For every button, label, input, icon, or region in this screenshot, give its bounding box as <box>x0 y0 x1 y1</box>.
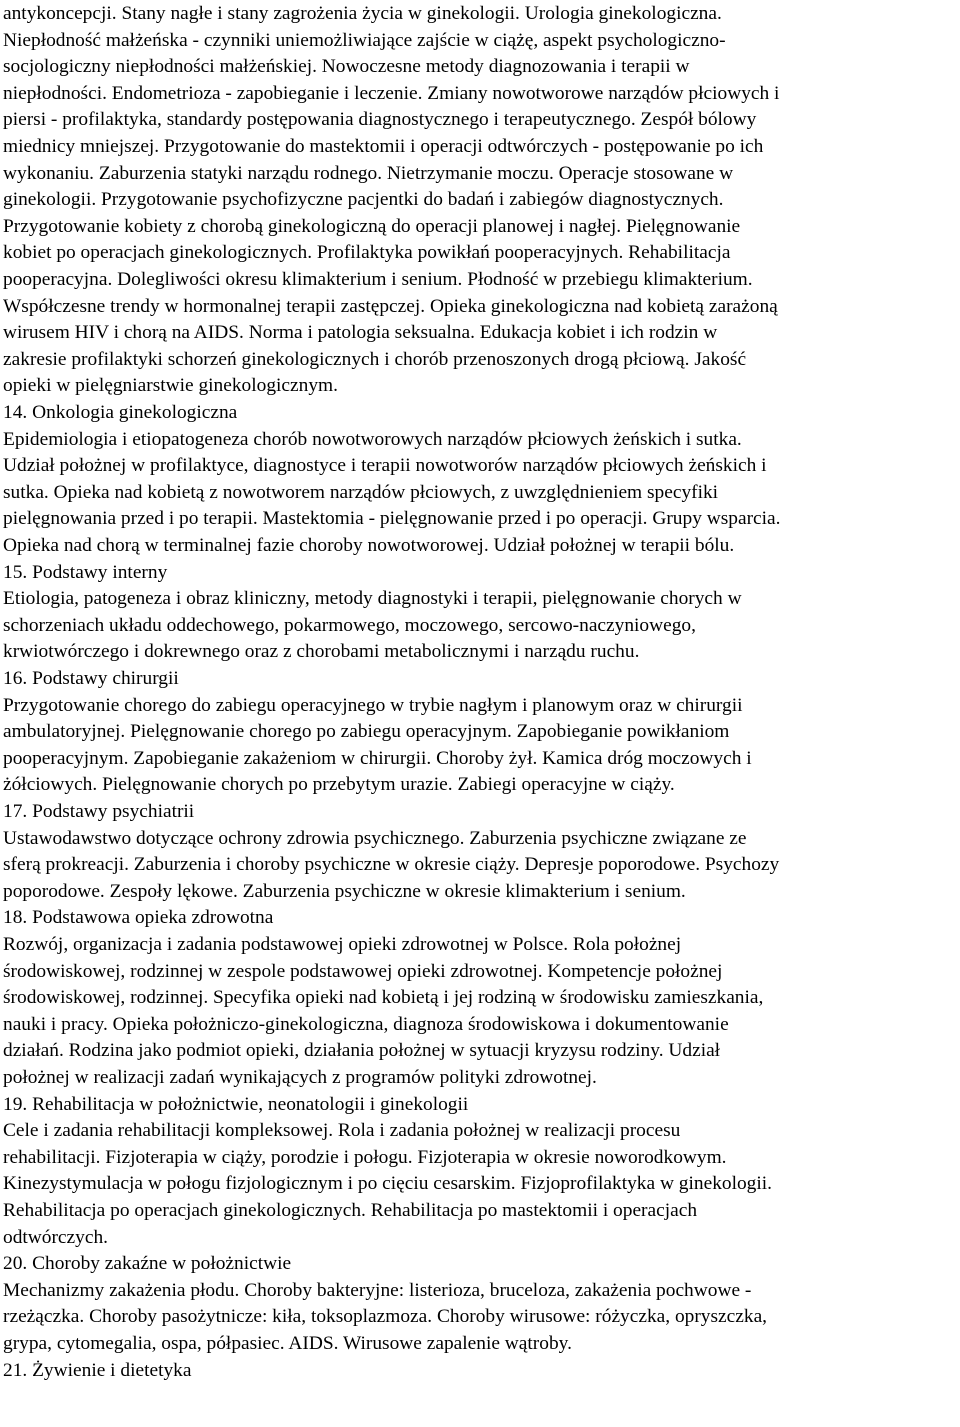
text-line: Cele i zadania rehabilitacji kompleksowej. Rola i zadania położnej w realizacji procesu <box>3 1120 681 1142</box>
text-line: nauki i pracy. Opieka położniczo-ginekologiczna, diagnoza środowiskowa i dokumentowanie <box>3 1013 729 1035</box>
text-line: Etiologia, patogeneza i obraz kliniczny, metody diagnostyki i terapii, pielęgnowanie chorych w <box>3 588 742 610</box>
text-line: Ustawodawstwo dotyczące ochrony zdrowia psychicznego. Zaburzenia psychiczne związane ze <box>3 827 747 849</box>
text-line: środowiskowej, rodzinnej w zespole podstawowej opieki zdrowotnej. Kompetencje położnej <box>3 960 723 982</box>
text-line: odtwórczych. <box>3 1226 108 1248</box>
text-line: Przygotowanie kobiety z chorobą ginekologiczną do operacji planowej i nagłej. Pielęgnowanie <box>3 215 741 237</box>
text-line: 14. Onkologia ginekologiczna <box>3 402 238 423</box>
text-line: Rehabilitacja po operacjach ginekologicznych. Rehabilitacja po mastektomii i operacjach <box>3 1200 698 1221</box>
text-line: Współczesne trendy w hormonalnej terapii zastępczej. Opieka ginekologiczna nad kobietą zarażoną <box>3 295 778 317</box>
text-line: 17. Podstawy psychiatrii <box>3 801 195 822</box>
text-line: Epidemiologia i etiopatogeneza chorób nowotworowych narządów płciowych żeńskich i sutka. <box>3 428 742 450</box>
text-line: pooperacyjnym. Zapobieganie zakażeniom w chirurgii. Choroby żył. Kamica dróg moczowych i <box>3 747 752 769</box>
text-line: sutka. Opieka nad kobietą z nowotworem narządów płciowych, z uwzględnieniem specyfiki <box>3 481 719 503</box>
text-line: żółciowych. Pielęgnowanie chorych po przebytym urazie. Zabiegi operacyjne w ciąży. <box>3 774 675 796</box>
text-line: ginekologii. Przygotowanie psychofizyczne pacjentki do badań i zabiegów diagnostycznych. <box>3 189 724 211</box>
text-line: Niepłodność małżeńska - czynniki uniemożliwiające zajście w ciążę, aspekt psychologiczno- <box>3 29 726 51</box>
text-line: wykonaniu. Zaburzenia statyki narządu rodnego. Nietrzymanie moczu. Operacje stosowane w <box>3 162 734 184</box>
text-line: socjologiczny niepłodności małżeńskiej. Nowoczesne metody diagnozowania i terapii w <box>3 56 690 78</box>
text-line: piersi - profilaktyka, standardy postępowania diagnostycznego i terapeutycznego. Zespół bólowy <box>3 109 757 131</box>
text-line: Opieka nad chorą w terminalnej fazie choroby nowotworowej. Udział położnej w terapii bólu. <box>3 535 735 556</box>
text-line: położnej w realizacji zadań wynikających z programów polityki zdrowotnej. <box>3 1067 597 1088</box>
text-line: środowiskowej, rodzinnej. Specyfika opieki nad kobietą i jej rodziną w środowisku zamieszkania, <box>3 987 764 1009</box>
text-line: 20. Choroby zakaźne w położnictwie <box>3 1253 292 1275</box>
text-line: miednicy mniejszej. Przygotowanie do mastektomii i operacji odtwórczych - postępowanie po ich <box>3 136 764 157</box>
text-line: 21. Żywienie i dietetyka <box>3 1359 192 1381</box>
text-line: zakresie profilaktyki schorzeń ginekologicznych i chorób przenoszonych drogą płciową. Jakość <box>3 348 747 370</box>
text-line: krwiotwórczego i dokrewnego oraz z chorobami metabolicznymi i narządu ruchu. <box>3 641 640 663</box>
text-line: Mechanizmy zakażenia płodu. Choroby bakteryjne: listerioza, bruceloza, zakażenia pochwowe - <box>3 1279 752 1301</box>
text-line: antykoncepcji. Stany nagłe i stany zagrożenia życia w ginekologii. Urologia ginekologiczna. <box>3 3 722 24</box>
text-line: 19. Rehabilitacja w położnictwie, neonatologii i ginekologii <box>3 1093 469 1115</box>
text-line: Udział położnej w profilaktyce, diagnostyce i terapii nowotworów narządów płciowych żeńskich i <box>3 455 767 477</box>
text-line: schorzeniach układu oddechowego, pokarmowego, moczowego, sercowo-naczyniowego, <box>3 614 696 636</box>
text-line: rzeżączka. Choroby pasożytnicze: kiła, toksoplazmoza. Choroby wirusowe: różyczka, opryszczka, <box>3 1306 768 1328</box>
text-line: wirusem HIV i chorą na AIDS. Norma i patologia seksualna. Edukacja kobiet i ich rodzin w <box>3 322 718 344</box>
text-line: Kinezystymulacja w połogu fizjologicznym i po cięciu cesarskim. Fizjoprofilaktyka w ginekologii. <box>3 1173 772 1195</box>
text-line: pooperacyjna. Dolegliwości okresu klimakterium i senium. Płodność w przebiegu klimakterium. <box>3 269 753 290</box>
text-line: rehabilitacji. Fizjoterapia w ciąży, porodzie i połogu. Fizjoterapia w okresie noworodkowym. <box>3 1146 727 1168</box>
text-line: 15. Podstawy interny <box>3 561 168 583</box>
text-line: Przygotowanie chorego do zabiegu operacyjnego w trybie nagłym i planowym oraz w chirurgii <box>3 694 743 716</box>
text-line: opieki w pielęgniarstwie ginekologicznym. <box>3 375 338 397</box>
text-line: pielęgnowania przed i po terapii. Mastektomia - pielęgnowanie przed i po operacji. Grupy wsparcia. <box>3 508 781 530</box>
text-line: kobiet po operacjach ginekologicznych. Profilaktyka powikłań pooperacyjnych. Rehabilitacja <box>3 242 731 264</box>
text-line: ambulatoryjnej. Pielęgnowanie chorego po zabiegu operacyjnym. Zapobieganie powikłaniom <box>3 721 730 743</box>
text-line: niepłodności. Endometrioza - zapobieganie i leczenie. Zmiany nowotworowe narządów płciowych i <box>3 82 780 104</box>
text-line: grypa, cytomegalia, ospa, półpasiec. AIDS. Wirusowe zapalenie wątroby. <box>3 1333 572 1354</box>
text-line: Rozwój, organizacja i zadania podstawowej opieki zdrowotnej w Polsce. Rola położnej <box>3 934 682 955</box>
text-line: sferą prokreacji. Zaburzenia i choroby psychiczne w okresie ciąży. Depresje poporodowe. Psychozy <box>3 854 780 876</box>
text-line: 18. Podstawowa opieka zdrowotna <box>3 907 274 929</box>
text-line: 16. Podstawy chirurgii <box>3 668 179 689</box>
text-line: działań. Rodzina jako podmiot opieki, działania położnej w sytuacji kryzysu rodziny. Udział <box>3 1040 721 1062</box>
text-line: poporodowe. Zespoły lękowe. Zaburzenia psychiczne w okresie klimakterium i senium. <box>3 880 686 902</box>
